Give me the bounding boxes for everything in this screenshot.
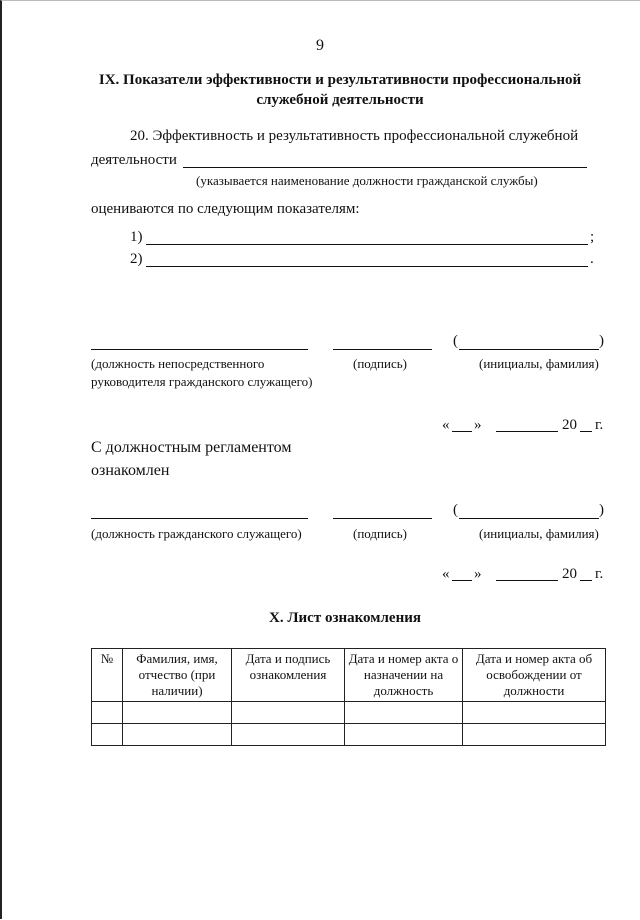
table-header-row	[92, 649, 606, 702]
date-close-2: »	[474, 566, 482, 582]
indicator-2-label: 2)	[130, 251, 143, 267]
year-line-1	[580, 431, 592, 432]
table-cell[interactable]	[92, 702, 123, 724]
employee-position-caption: (должность гражданского служащего)	[91, 526, 302, 541]
page-number: 9	[316, 37, 324, 54]
supervisor-name-line	[459, 349, 599, 350]
supervisor-position-caption-1: (должность непосредственного	[91, 356, 265, 371]
header-number: №	[92, 649, 123, 702]
acquainted-line1: С должностным регламентом	[91, 439, 292, 456]
table-cell[interactable]	[92, 724, 123, 746]
date-month-line-2	[496, 580, 558, 581]
table-cell[interactable]	[345, 702, 463, 724]
header-full-name: Фамилия, имя, отчество (при наличии)	[123, 649, 232, 702]
indicator-1-line	[146, 244, 588, 245]
indicator-2-line	[146, 266, 588, 267]
acquainted-line2: ознакомлен	[91, 462, 170, 479]
assessed-text: оцениваются по следующим показателям:	[91, 201, 360, 217]
section-9-title-line2: служебной деятельности	[256, 92, 424, 108]
position-fill-line	[183, 167, 587, 168]
year-suffix-2: г.	[595, 566, 604, 582]
name-paren-close-1: )	[599, 333, 604, 349]
name-paren-close-2: )	[599, 502, 604, 518]
table-cell[interactable]	[123, 702, 232, 724]
date-open-1: «	[442, 417, 450, 433]
supervisor-signature-caption: (подпись)	[353, 356, 407, 371]
section-9-title	[60, 70, 620, 110]
table-cell[interactable]	[232, 702, 345, 724]
indicator-1-end: ;	[590, 229, 595, 245]
table-cell[interactable]	[123, 724, 232, 746]
supervisor-position-caption-2: руководителя гражданского служащего)	[91, 374, 313, 389]
table-row	[92, 724, 606, 746]
supervisor-name-caption: (инициалы, фамилия)	[479, 356, 599, 371]
header-date-signature: Дата и подпись ознакомления	[232, 649, 345, 702]
employee-signature-line	[333, 518, 432, 519]
acquaintance-table	[91, 648, 606, 746]
name-paren-open-1: (	[453, 333, 458, 349]
position-hint: (указывается наименование должности гражданской службы)	[196, 173, 538, 188]
year-prefix-1: 20	[562, 417, 577, 433]
section-9-title-line1: IX. Показатели эффективности и результативности профессиональной	[98, 72, 582, 88]
employee-position-line	[91, 518, 308, 519]
date-month-line-1	[496, 431, 558, 432]
name-paren-open-2: (	[453, 502, 458, 518]
date-day-line-1	[452, 431, 472, 432]
employee-name-caption: (инициалы, фамилия)	[479, 526, 599, 541]
year-suffix-1: г.	[595, 417, 604, 433]
employee-signature-caption: (подпись)	[353, 526, 407, 541]
section-10-title: X. Лист ознакомления	[269, 610, 421, 626]
employee-name-line	[459, 518, 599, 519]
header-dismissal-act: Дата и номер акта об освобождении от должности	[463, 649, 606, 702]
activity-label: деятельности	[91, 152, 177, 168]
date-close-1: »	[474, 417, 482, 433]
supervisor-signature-line	[333, 349, 432, 350]
table-cell[interactable]	[463, 724, 606, 746]
paragraph-20-start: 20. Эффективность и результативность профессиональной служебной	[130, 128, 579, 144]
table-row	[92, 702, 606, 724]
date-open-2: «	[442, 566, 450, 582]
table-cell[interactable]	[463, 702, 606, 724]
indicator-1-label: 1)	[130, 229, 143, 245]
year-prefix-2: 20	[562, 566, 577, 582]
table-cell[interactable]	[232, 724, 345, 746]
table-cell[interactable]	[345, 724, 463, 746]
year-line-2	[580, 580, 592, 581]
supervisor-position-line	[91, 349, 308, 350]
date-day-line-2	[452, 580, 472, 581]
header-appointment-act: Дата и номер акта о назначении на должность	[345, 649, 463, 702]
indicator-2-end: .	[590, 251, 594, 267]
